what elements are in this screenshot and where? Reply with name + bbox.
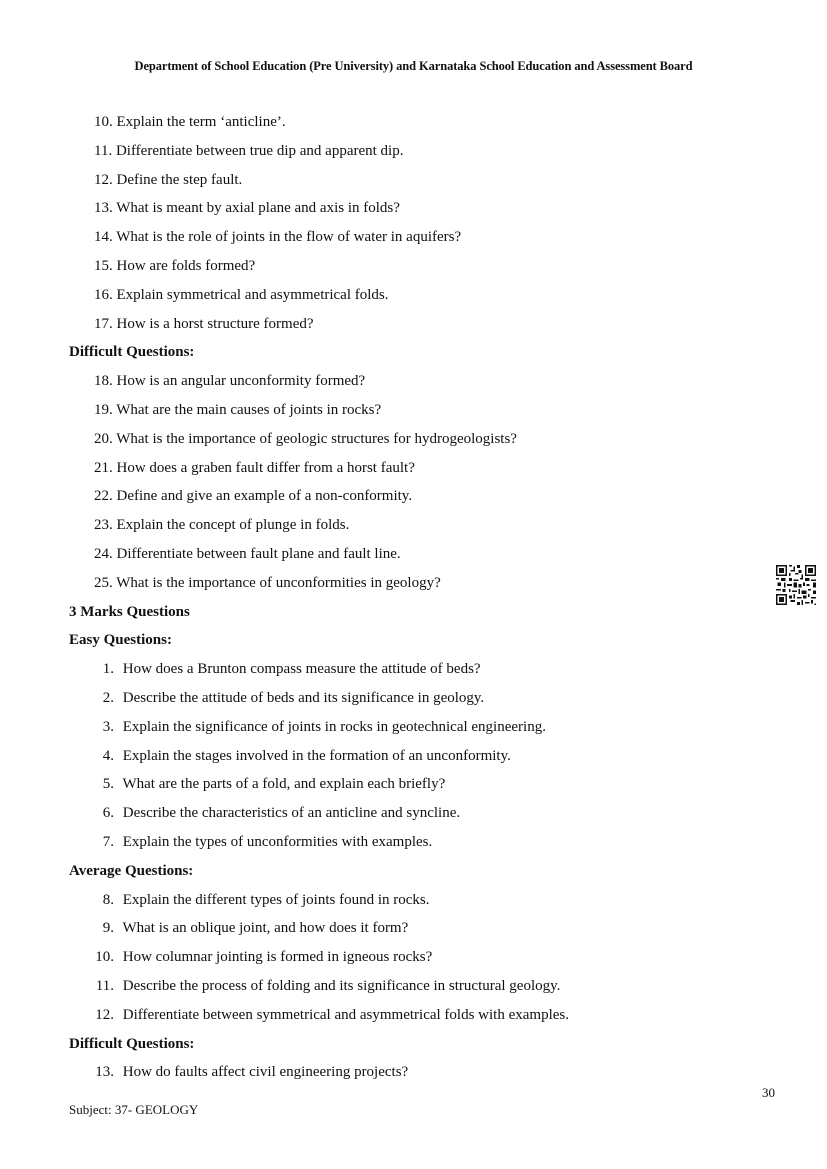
question-text: Explain the term ‘anticline’. bbox=[116, 114, 286, 130]
question-number: 17. bbox=[94, 315, 113, 332]
question-item bbox=[69, 1001, 769, 1030]
question-text: Describe the characteristics of an anticline and syncline. bbox=[122, 805, 461, 822]
question-number: 22. bbox=[94, 488, 113, 505]
question-number: 8. bbox=[102, 891, 114, 908]
question-item bbox=[69, 281, 769, 310]
question-item bbox=[69, 108, 769, 137]
question-number: 25. bbox=[94, 574, 113, 591]
question-number: 18. bbox=[94, 373, 113, 390]
question-number: 7. bbox=[102, 833, 114, 850]
question-number: 15. bbox=[94, 257, 113, 274]
question-item bbox=[69, 425, 769, 454]
question-item bbox=[69, 799, 769, 828]
question-text: Differentiate between fault plane and fault line. bbox=[116, 545, 401, 562]
question-item bbox=[69, 252, 769, 281]
question-item bbox=[69, 655, 769, 684]
question-item bbox=[69, 540, 769, 569]
question-item bbox=[69, 223, 769, 252]
question-text: How do faults affect civil engineering projects? bbox=[122, 1064, 409, 1081]
section-heading-difficult: Difficult Questions: bbox=[69, 1035, 195, 1052]
question-number: 23. bbox=[94, 517, 113, 534]
section-heading-average: Average Questions: bbox=[69, 862, 194, 879]
question-text: What are the parts of a fold, and explain each briefly? bbox=[122, 776, 446, 793]
question-text: What is an oblique joint, and how does it form? bbox=[122, 920, 409, 937]
question-number: 16. bbox=[94, 286, 113, 303]
question-number: 2. bbox=[102, 689, 114, 706]
question-text: How does a Brunton compass measure the attitude of beds? bbox=[122, 661, 481, 678]
question-item bbox=[69, 367, 769, 396]
question-item bbox=[69, 684, 769, 713]
question-item bbox=[69, 886, 769, 915]
question-text: What is the importance of geologic structures for hydrogeologists? bbox=[116, 430, 517, 447]
question-number: 20. bbox=[94, 430, 113, 447]
question-text: How is an angular unconformity formed? bbox=[116, 373, 366, 390]
question-text: What are the main causes of joints in rocks? bbox=[116, 401, 382, 418]
question-number: 6. bbox=[102, 805, 114, 822]
question-number: 13. bbox=[94, 200, 113, 217]
section-heading-easy: Easy Questions: bbox=[69, 632, 172, 649]
question-text: Describe the attitude of beds and its significance in geology. bbox=[122, 689, 485, 706]
question-text: Explain symmetrical and asymmetrical folds. bbox=[116, 286, 389, 303]
question-text: Explain the types of unconformities with examples. bbox=[122, 833, 433, 850]
question-text: Define the step fault. bbox=[116, 171, 243, 188]
section-heading-difficult: Difficult Questions: bbox=[69, 344, 195, 361]
question-number: 1. bbox=[102, 661, 114, 678]
page-header: Department of School Education (Pre University) and Karnataka School Education and Assessment Board bbox=[134, 59, 693, 73]
question-text: What is meant by axial plane and axis in folds? bbox=[116, 200, 400, 217]
question-number: 4. bbox=[102, 747, 114, 764]
question-number: 11. bbox=[94, 142, 113, 159]
question-item bbox=[69, 742, 769, 771]
question-item bbox=[69, 1058, 769, 1087]
qr-code-icon bbox=[776, 565, 816, 605]
question-number: 11. bbox=[95, 977, 114, 994]
question-text: Describe the process of folding and its significance in structural geology. bbox=[122, 977, 561, 994]
question-number: 5. bbox=[102, 776, 114, 793]
question-number: 9. bbox=[102, 920, 114, 937]
question-number: 3. bbox=[102, 718, 114, 735]
question-number: 10. bbox=[94, 114, 113, 130]
question-text: Differentiate between true dip and apparent dip. bbox=[115, 142, 404, 159]
question-number: 14. bbox=[94, 229, 113, 246]
question-text: What is the importance of unconformities in geology? bbox=[116, 574, 441, 591]
question-number: 24. bbox=[94, 545, 113, 562]
question-item bbox=[69, 713, 769, 742]
question-text: Explain the different types of joints found in rocks. bbox=[122, 891, 430, 908]
question-text: Explain the concept of plunge in folds. bbox=[116, 517, 350, 534]
question-number: 12. bbox=[95, 1006, 114, 1023]
question-item bbox=[69, 972, 769, 1001]
question-number: 19. bbox=[94, 401, 113, 418]
question-item bbox=[69, 396, 769, 425]
question-number: 13. bbox=[95, 1064, 114, 1081]
page-number: 30 bbox=[762, 1085, 775, 1100]
question-item bbox=[69, 137, 769, 166]
question-item bbox=[69, 454, 769, 483]
question-item bbox=[69, 194, 769, 223]
question-item bbox=[69, 166, 769, 195]
section-heading-3-marks: 3 Marks Questions bbox=[69, 603, 190, 620]
question-list bbox=[69, 108, 769, 1087]
question-item bbox=[69, 569, 769, 598]
question-item bbox=[69, 943, 769, 972]
footer-subject: Subject: 37- GEOLOGY bbox=[69, 1102, 199, 1117]
question-text: Explain the stages involved in the formation of an unconformity. bbox=[122, 747, 511, 764]
question-item bbox=[69, 482, 769, 511]
question-number: 21. bbox=[94, 459, 113, 476]
question-item bbox=[69, 511, 769, 540]
question-number: 10. bbox=[95, 949, 114, 966]
question-text: What is the role of joints in the flow of water in aquifers? bbox=[116, 229, 462, 246]
question-text: How are folds formed? bbox=[116, 257, 256, 274]
question-item bbox=[69, 310, 769, 339]
question-text: How is a horst structure formed? bbox=[116, 315, 314, 332]
question-text: Differentiate between symmetrical and asymmetrical folds with examples. bbox=[122, 1006, 569, 1023]
question-text: How columnar jointing is formed in igneous rocks? bbox=[122, 949, 433, 966]
question-text: Explain the significance of joints in rocks in geotechnical engineering. bbox=[122, 718, 546, 735]
question-item bbox=[69, 770, 769, 799]
question-item bbox=[69, 828, 769, 857]
question-text: How does a graben fault differ from a horst fault? bbox=[116, 459, 415, 476]
question-item bbox=[69, 914, 769, 943]
question-number: 12. bbox=[94, 171, 113, 188]
question-text: Define and give an example of a non-conformity. bbox=[116, 488, 413, 505]
